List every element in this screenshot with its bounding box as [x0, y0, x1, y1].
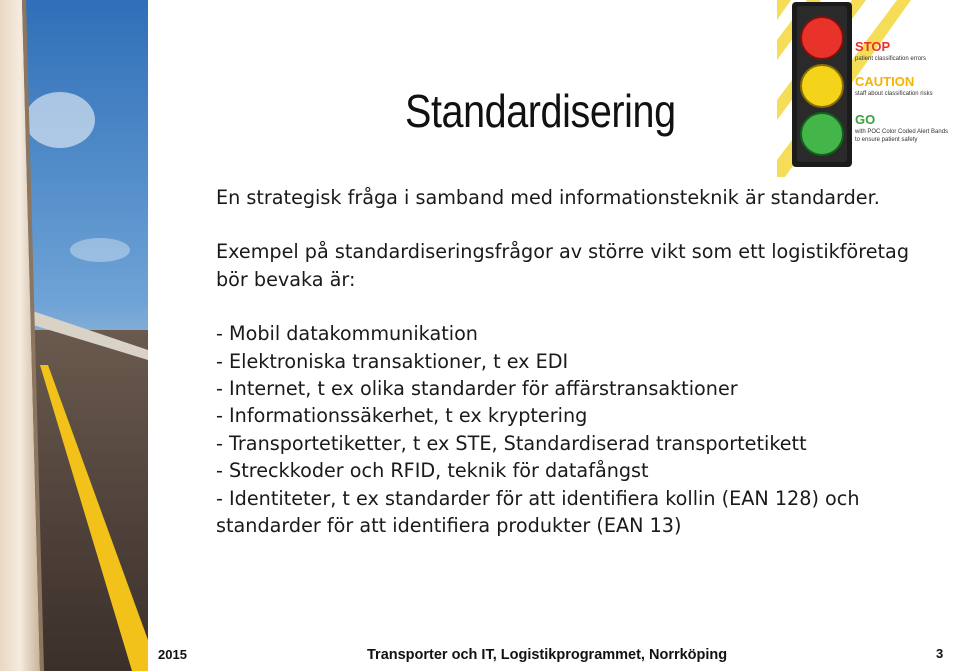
intro-paragraph: En strategisk fråga i samband med informationsteknik är standarder.	[216, 186, 880, 209]
traffic-light-graphic	[777, 0, 960, 177]
go-subtext-1: with POC Color Coded Alert Bands	[855, 129, 949, 135]
lead-paragraph: Exempel på standardiseringsfrågor av större vikt som ett logistikföretag bör bevaka är:	[216, 240, 909, 291]
caution-subtext: staff about classification risks	[855, 91, 933, 97]
list-item: - Informationssäkerhet, t ex kryptering	[216, 404, 588, 428]
list-item: - Transportetiketter, t ex STE, Standardiserad transportetikett	[216, 431, 807, 455]
go-subtext-2: to ensure patient safety	[855, 137, 918, 143]
caution-label: CAUTION	[855, 74, 915, 89]
footer-course-title: Transporter och IT, Logistikprogrammet, Norrköping	[367, 647, 728, 663]
list-item: - Internet, t ex olika standarder för affärstransaktioner	[216, 377, 738, 401]
slide-title: Standardisering	[405, 85, 676, 137]
list-item: - Mobil datakommunikation	[216, 322, 478, 346]
slide-body	[216, 184, 916, 539]
side-photo-road-bridge	[0, 0, 148, 671]
paragraph-spacer	[216, 211, 916, 238]
list-item: - Elektroniska transaktioner, t ex EDI	[216, 349, 569, 373]
stop-subtext: patient classification errors	[855, 56, 927, 62]
page-number: 3	[936, 646, 944, 661]
go-label: GO	[855, 112, 876, 127]
paragraph-spacer	[216, 293, 916, 320]
list-item: - Streckkoder och RFID, teknik för datafångst	[216, 459, 649, 483]
footer-year: 2015	[158, 647, 187, 662]
list-item: - Identiteter, t ex standarder för att identifiera kollin (EAN 128) och standarder för att identifiera produkter (EAN 13)	[216, 486, 860, 538]
standards-list	[216, 320, 916, 539]
stop-label: STOP	[855, 39, 891, 54]
